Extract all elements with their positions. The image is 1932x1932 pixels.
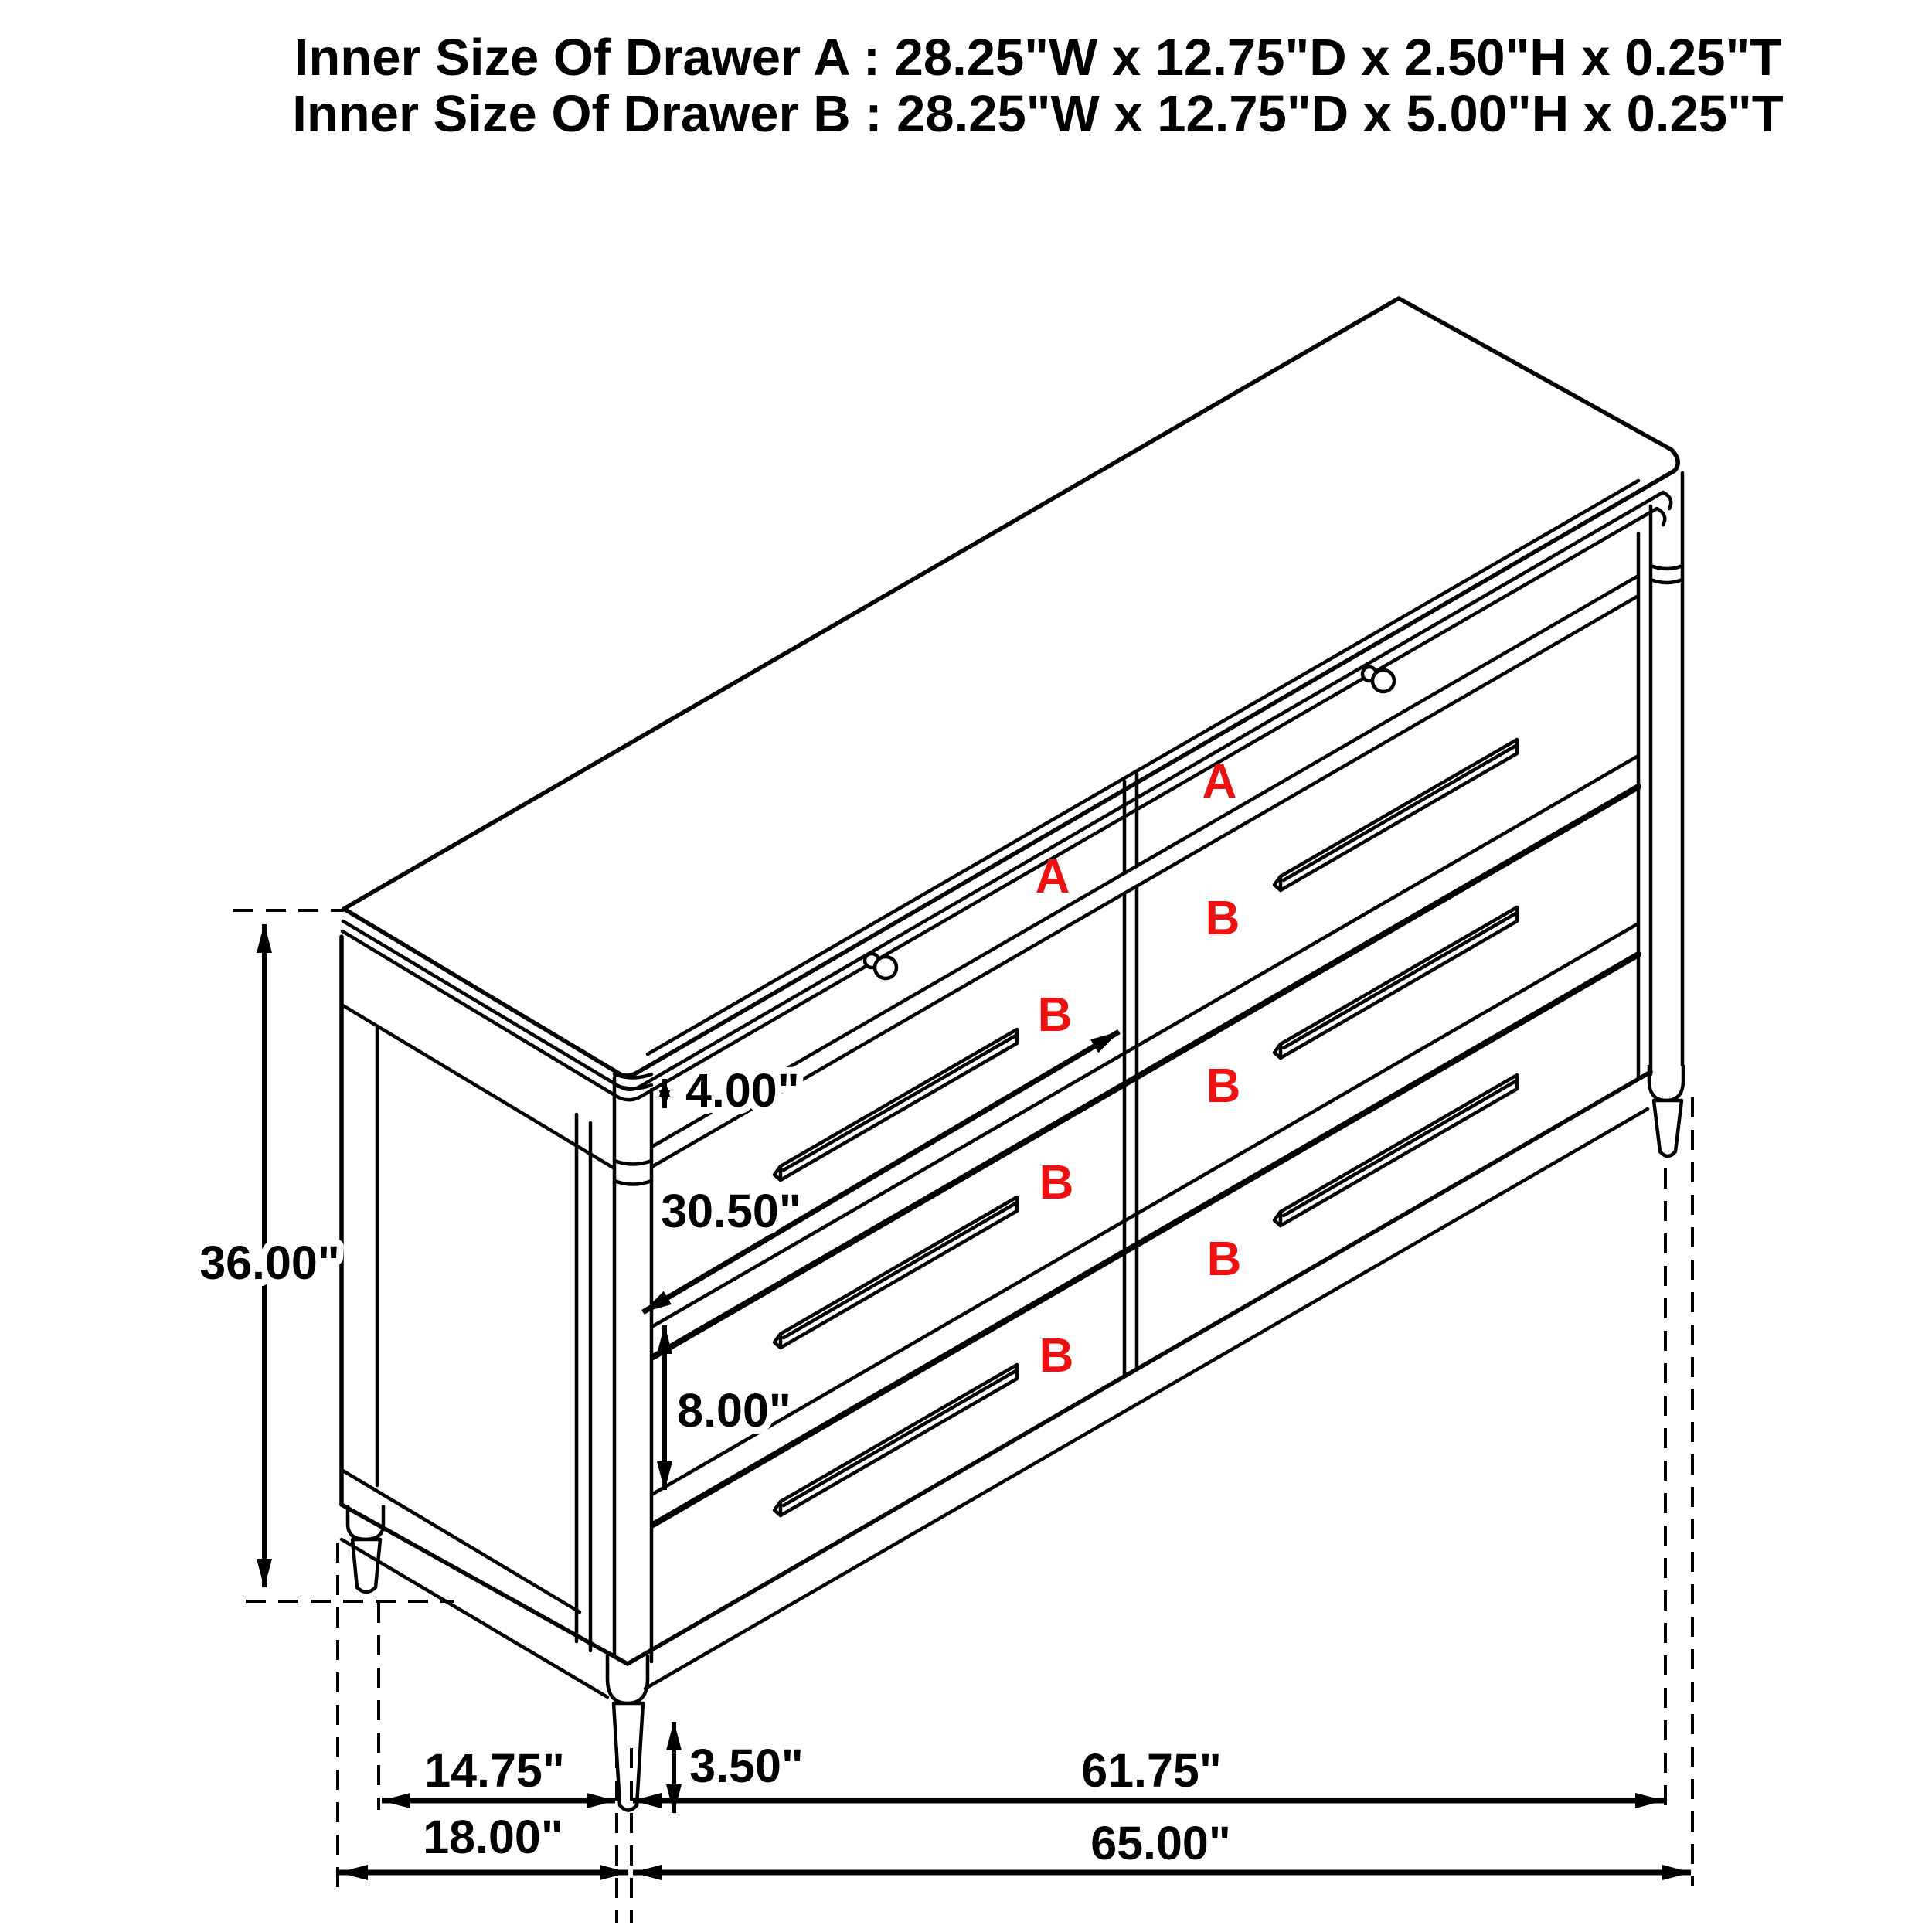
front-right-leg (1654, 1100, 1682, 1156)
front-right-foot-cap (1649, 1065, 1683, 1100)
dresser-drawing (342, 298, 1683, 1811)
dim-drawer-pitch: 8.00" (677, 1384, 791, 1437)
drawer-label-b-left-2: B (1039, 1156, 1074, 1209)
dim-overall-height: 36.00" (199, 1236, 340, 1289)
dim-top-drawer-height: 4.00" (685, 1064, 800, 1117)
drawer-label-a-left: A (1035, 850, 1070, 903)
dim-leg-height: 3.50" (689, 1740, 804, 1792)
title-block (292, 29, 1784, 143)
drawer-label-b-right-3: B (1206, 1233, 1242, 1286)
drawer-label-b-left-1: B (1037, 988, 1073, 1042)
title-line-1: Inner Size Of Drawer A : 28.25"W x 12.75"D x 2.50"H x 0.25"T (294, 29, 1782, 87)
dim-width-overall: 65.00" (1090, 1817, 1231, 1869)
dim-width-inner: 61.75" (1081, 1744, 1222, 1797)
drawer-a-right-knob (1372, 670, 1394, 692)
drawer-label-a-right: A (1202, 755, 1237, 808)
drawer-a-left-knob (875, 957, 896, 978)
dim-depth-inner: 14.75" (424, 1744, 565, 1797)
dim-drawer-width: 30.50" (661, 1185, 801, 1237)
drawer-label-b-left-3: B (1039, 1329, 1074, 1383)
drawer-label-b-right-2: B (1206, 1060, 1241, 1113)
drawer-label-b-right-1: B (1205, 892, 1240, 945)
dim-depth-overall: 18.00" (423, 1811, 563, 1863)
title-line-2: Inner Size Of Drawer B : 28.25"W x 12.75"D x 5.00"H x 0.25"T (292, 85, 1784, 143)
